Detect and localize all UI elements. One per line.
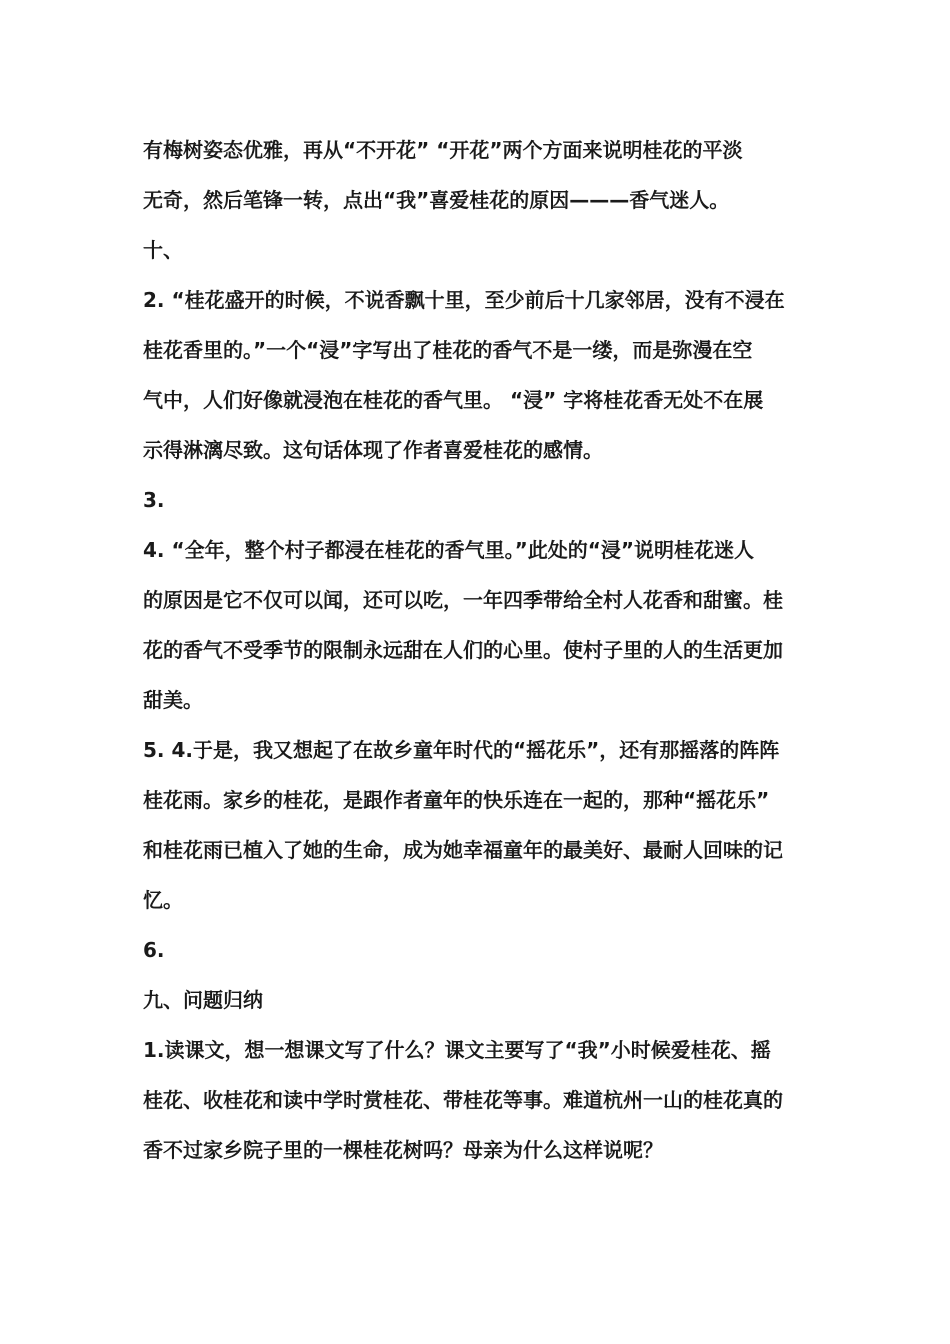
- section-heading: 十、: [143, 238, 183, 262]
- text-line: 香不过家乡院子里的一棵桂花树吗？母亲为什么这样说呢？: [143, 1138, 663, 1162]
- text-line: 桂花香里的。”一个“浸”字写出了桂花的香气不是一缕，而是弥漫在空: [143, 338, 753, 362]
- text-line: 桂花、收桂花和读中学时赏桂花、带桂花等事。难道杭州一山的桂花真的: [143, 1088, 783, 1112]
- section-heading: 九、问题归纳: [143, 988, 263, 1012]
- text-line: 4. “全年，整个村子都浸在桂花的香气里。”此处的“浸”说明桂花迷人: [143, 538, 755, 562]
- text-line: 1.读课文，想一想课文写了什么？课文主要写了“我”小时候爱桂花、摇: [143, 1038, 771, 1062]
- text-line: 5. 4.于是，我又想起了在故乡童年时代的“摇花乐”，还有那摇落的阵阵: [143, 738, 780, 762]
- text-line: 忆。: [143, 888, 183, 912]
- text-line: 有梅树姿态优雅，再从“不开花” “开花”两个方面来说明桂花的平淡: [143, 138, 743, 162]
- text-line: 的原因是它不仅可以闻，还可以吃，一年四季带给全村人花香和甜蜜。桂: [143, 588, 783, 612]
- text-line: 示得淋漓尽致。这句话体现了作者喜爱桂花的感情。: [143, 438, 603, 462]
- text-line: 2. “桂花盛开的时候，不说香飘十里，至少前后十几家邻居，没有不浸在: [143, 288, 785, 312]
- text-line: 气中，人们好像就浸泡在桂花的香气里。 “浸” 字将桂花香无处不在展: [143, 388, 764, 412]
- text-line: 花的香气不受季节的限制永远甜在人们的心里。使村子里的人的生活更加: [143, 638, 783, 662]
- text-line: 无奇，然后笔锋一转，点出“我”喜爱桂花的原因———香气迷人。: [143, 188, 730, 212]
- text-line: 桂花雨。家乡的桂花，是跟作者童年的快乐连在一起的，那种“摇花乐”: [143, 788, 770, 812]
- text-line: 6.: [143, 938, 165, 962]
- text-line: 和桂花雨已植入了她的生命，成为她幸福童年的最美好、最耐人回味的记: [143, 838, 783, 862]
- text-line: 3.: [143, 488, 165, 512]
- text-line: 甜美。: [143, 688, 203, 712]
